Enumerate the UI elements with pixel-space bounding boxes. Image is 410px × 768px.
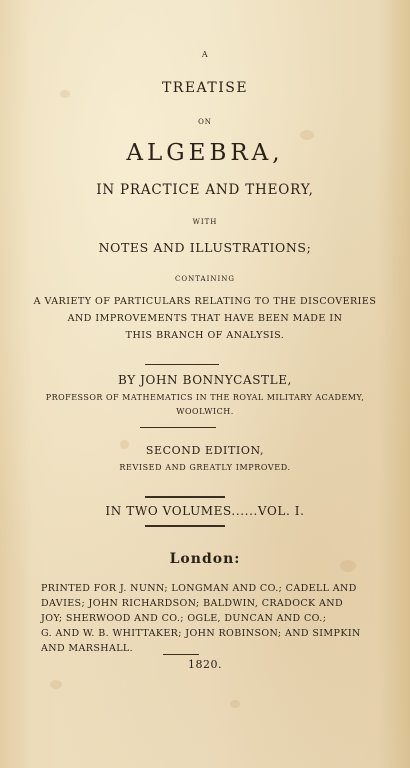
title-article: A bbox=[201, 50, 209, 59]
divider-rule bbox=[145, 496, 225, 498]
publication-year: 1820. bbox=[188, 658, 222, 671]
description-line-1: A VARIETY OF PARTICULARS RELATING TO THE DISCOVERIES bbox=[33, 296, 377, 307]
foxing-spot bbox=[230, 700, 240, 708]
divider-rule bbox=[140, 427, 216, 428]
imprint-line-1: PRINTED FOR J. NUNN; LONGMAN AND CO.; CADELL AND bbox=[41, 583, 357, 594]
imprint-place: London: bbox=[169, 551, 241, 567]
volumes: IN TWO VOLUMES......VOL. I. bbox=[105, 504, 305, 518]
author-name: BY JOHN BONNYCASTLE, bbox=[118, 373, 292, 387]
edition: SECOND EDITION, bbox=[145, 444, 265, 457]
title-on: ON bbox=[198, 118, 212, 126]
title-subject: ALGEBRA, bbox=[126, 140, 284, 166]
title-treatise: TREATISE bbox=[161, 80, 249, 96]
imprint-line-3: JOY; SHERWOOD AND CO.; OGLE, DUNCAN AND CO.; bbox=[41, 613, 327, 624]
imprint-line-4: G. AND W. B. WHITTAKER; JOHN ROBINSON; AND SIMPKIN bbox=[41, 628, 361, 639]
description-line-2: AND IMPROVEMENTS THAT HAVE BEEN MADE IN bbox=[67, 313, 343, 324]
edition-note: REVISED AND GREATLY IMPROVED. bbox=[119, 463, 291, 472]
author-title-line-1: PROFESSOR OF MATHEMATICS IN THE ROYAL MILITARY ACADEMY, bbox=[45, 393, 365, 402]
title-subtitle: IN PRACTICE AND THEORY, bbox=[96, 182, 314, 198]
divider-rule bbox=[163, 654, 199, 655]
title-containing: CONTAINING bbox=[175, 275, 235, 283]
imprint-line-5: AND MARSHALL. bbox=[41, 643, 134, 654]
divider-rule bbox=[145, 364, 219, 365]
author-title-line-2: WOOLWICH. bbox=[176, 407, 234, 416]
title-notes: NOTES AND ILLUSTRATIONS; bbox=[98, 240, 312, 255]
imprint-line-2: DAVIES; JOHN RICHARDSON; BALDWIN, CRADOCK AND bbox=[41, 598, 343, 609]
title-with: WITH bbox=[192, 218, 218, 226]
foxing-spot bbox=[50, 680, 62, 689]
divider-rule bbox=[145, 525, 225, 527]
foxing-spot bbox=[300, 130, 314, 140]
description-line-3: THIS BRANCH OF ANALYSIS. bbox=[125, 330, 285, 341]
